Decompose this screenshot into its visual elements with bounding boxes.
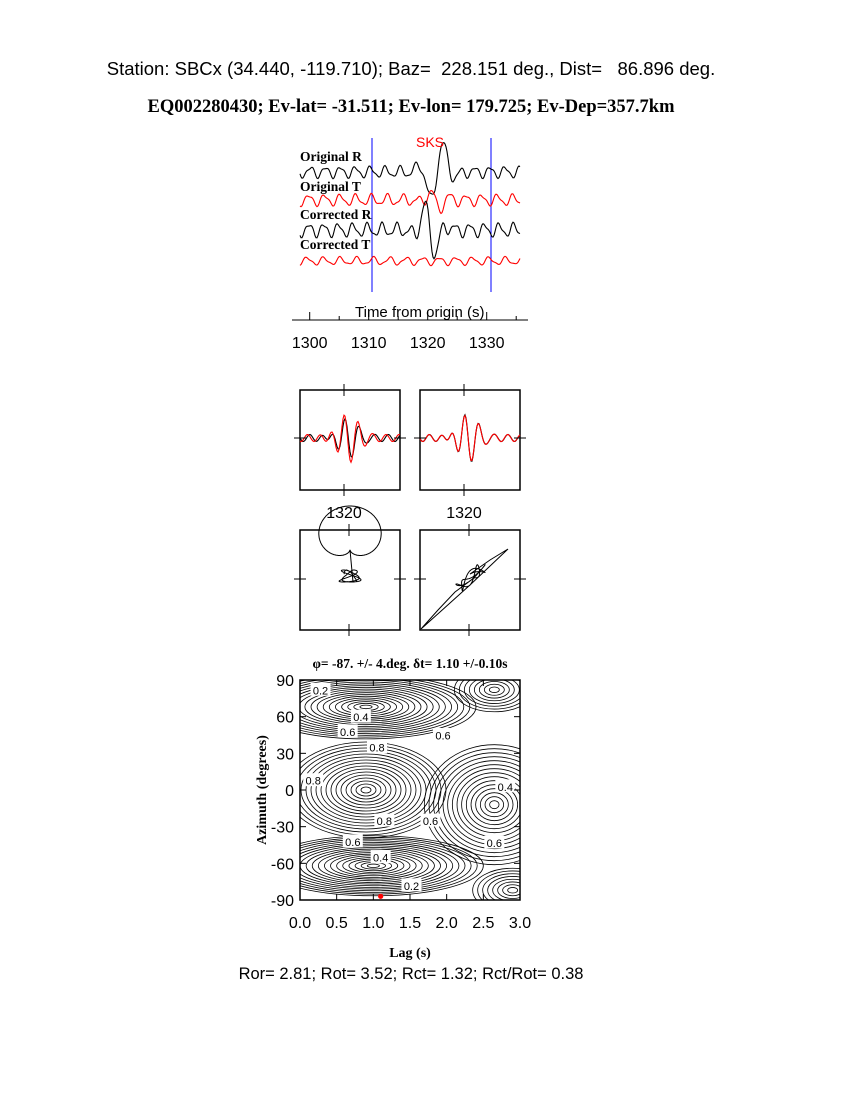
contour-ring-right bbox=[452, 769, 536, 841]
contour-level-label: 0.6 bbox=[422, 816, 439, 829]
contour-ring-bottom-right bbox=[473, 868, 553, 912]
contour-ring-center bbox=[326, 766, 406, 814]
time-tick-label: 1310 bbox=[350, 335, 387, 352]
contour-ring-center bbox=[306, 754, 426, 829]
waveform-right-red bbox=[420, 416, 520, 461]
waveform-box-right bbox=[420, 390, 520, 490]
time-axis-title: Time from origin (s) bbox=[355, 304, 485, 321]
contour-ring-top-right bbox=[454, 668, 534, 712]
particle-motion-box-left bbox=[300, 530, 400, 630]
contour-ring-right bbox=[490, 801, 499, 809]
contour-y-tick-label: 60 bbox=[276, 709, 294, 727]
ratio-summary-line: Ror= 2.81; Rot= 3.52; Rct= 1.32; Rct/Rot= 0.38 bbox=[238, 965, 584, 983]
contour-level-label: 0.2 bbox=[312, 685, 329, 698]
contour-level-label: 0.4 bbox=[353, 712, 369, 725]
contour-y-tick-label: -90 bbox=[270, 893, 294, 910]
contour-level-label: 0.8 bbox=[369, 742, 385, 755]
trace-label-corrected-r: Corrected R bbox=[300, 207, 372, 222]
contour-y-tick-label: 30 bbox=[276, 746, 294, 764]
contour-level-label: 0.2 bbox=[403, 880, 420, 893]
contour-ring-right bbox=[485, 797, 504, 813]
contour-y-tick-label: 90 bbox=[276, 673, 294, 690]
event-info-line: EQ002280430; Ev-lat= -31.511; Ev-lon= 179.725; Ev-Dep=357.7km bbox=[147, 97, 675, 117]
contour-level-label: 0.6 bbox=[345, 836, 361, 849]
contour-x-tick-label: 2.5 bbox=[472, 915, 495, 932]
station-info-line: Station: SBCx (34.440, -119.710); Baz= 228.151 deg., Dist= 86.896 deg. bbox=[106, 58, 716, 79]
contour-y-tick-label: -60 bbox=[270, 856, 294, 874]
contour-ring-center bbox=[311, 757, 421, 823]
contour-level-label: 0.6 bbox=[486, 838, 502, 851]
contour-level-label: 0.4 bbox=[373, 852, 389, 865]
phase-label: SKS bbox=[416, 134, 445, 150]
contour-y-tick-label: 0 bbox=[285, 783, 294, 800]
contour-x-tick-label: 2.0 bbox=[435, 915, 458, 932]
contour-ring-top-right bbox=[464, 673, 524, 706]
contour-ring-center bbox=[291, 742, 441, 835]
waveform-left-tick-label: 1320 bbox=[326, 505, 362, 522]
seismogram-panel bbox=[292, 134, 528, 352]
contour-ring-bottom-right bbox=[493, 879, 533, 901]
trace-label-original-t: Original T bbox=[300, 179, 361, 194]
best-fit-marker bbox=[378, 894, 383, 899]
contour-x-tick-label: 0.0 bbox=[288, 915, 312, 932]
contour-level-label: 0.6 bbox=[435, 730, 451, 743]
contour-band-top bbox=[354, 703, 378, 710]
contour-level-label: 0.8 bbox=[376, 816, 392, 829]
contour-ring-center bbox=[361, 787, 371, 793]
contour-ring-top-right bbox=[484, 684, 504, 695]
contour-ring-center bbox=[346, 778, 386, 802]
contour-ring-center bbox=[356, 784, 376, 796]
particle-motion-right-curve bbox=[421, 549, 508, 629]
waveform-ticks bbox=[294, 384, 526, 496]
trace-label-corrected-t: Corrected T bbox=[300, 237, 371, 252]
contour-ring-center bbox=[341, 775, 391, 805]
waveform-right-tick-label: 1320 bbox=[446, 505, 482, 522]
contour-y-axis-title: Azimuth (degrees) bbox=[255, 735, 270, 845]
contour-plot-title: φ= -87. +/- 4.deg. δt= 1.10 +/-0.10s bbox=[312, 656, 508, 671]
contour-band-top bbox=[274, 680, 457, 733]
particle-motion-box-right bbox=[420, 530, 520, 630]
contour-ring-bottom-right bbox=[508, 887, 518, 893]
waveform-left-black bbox=[300, 419, 400, 457]
particle-motion-panel bbox=[294, 506, 526, 636]
waveform-comparison-panel bbox=[294, 384, 526, 522]
time-tick-label: 1300 bbox=[291, 335, 328, 352]
contour-x-tick-label: 1.5 bbox=[398, 915, 422, 932]
contour-x-tick-label: 3.0 bbox=[508, 915, 532, 932]
contour-panel bbox=[255, 656, 564, 961]
contour-band-bottom bbox=[263, 836, 483, 896]
contour-ring-bottom-right bbox=[483, 874, 543, 907]
contour-ring-top-right bbox=[489, 687, 499, 693]
time-tick-label: 1330 bbox=[468, 335, 505, 352]
contour-band-top bbox=[360, 705, 372, 709]
trace-corrected-t bbox=[300, 256, 520, 265]
contour-x-tick-label: 0.5 bbox=[325, 915, 348, 932]
time-tick-label: 1320 bbox=[409, 335, 446, 352]
contour-level-label: 0.4 bbox=[497, 781, 513, 794]
contour-level-label: 0.8 bbox=[305, 775, 321, 788]
contour-ring-center bbox=[321, 763, 411, 817]
contour-x-tick-label: 1.0 bbox=[362, 915, 385, 932]
particle-motion-ticks bbox=[294, 524, 526, 636]
contour-band-bottom bbox=[282, 841, 465, 891]
contour-ring-right bbox=[443, 761, 546, 849]
contour-y-tick-label: -30 bbox=[270, 819, 294, 837]
trace-label-original-r: Original R bbox=[300, 149, 362, 164]
contour-ring-top-right bbox=[474, 679, 514, 701]
contour-x-axis-title: Lag (s) bbox=[389, 946, 431, 961]
contour-ring-center bbox=[336, 772, 396, 808]
contour-ring-center bbox=[296, 748, 439, 832]
contour-level-label: 0.6 bbox=[340, 726, 356, 739]
